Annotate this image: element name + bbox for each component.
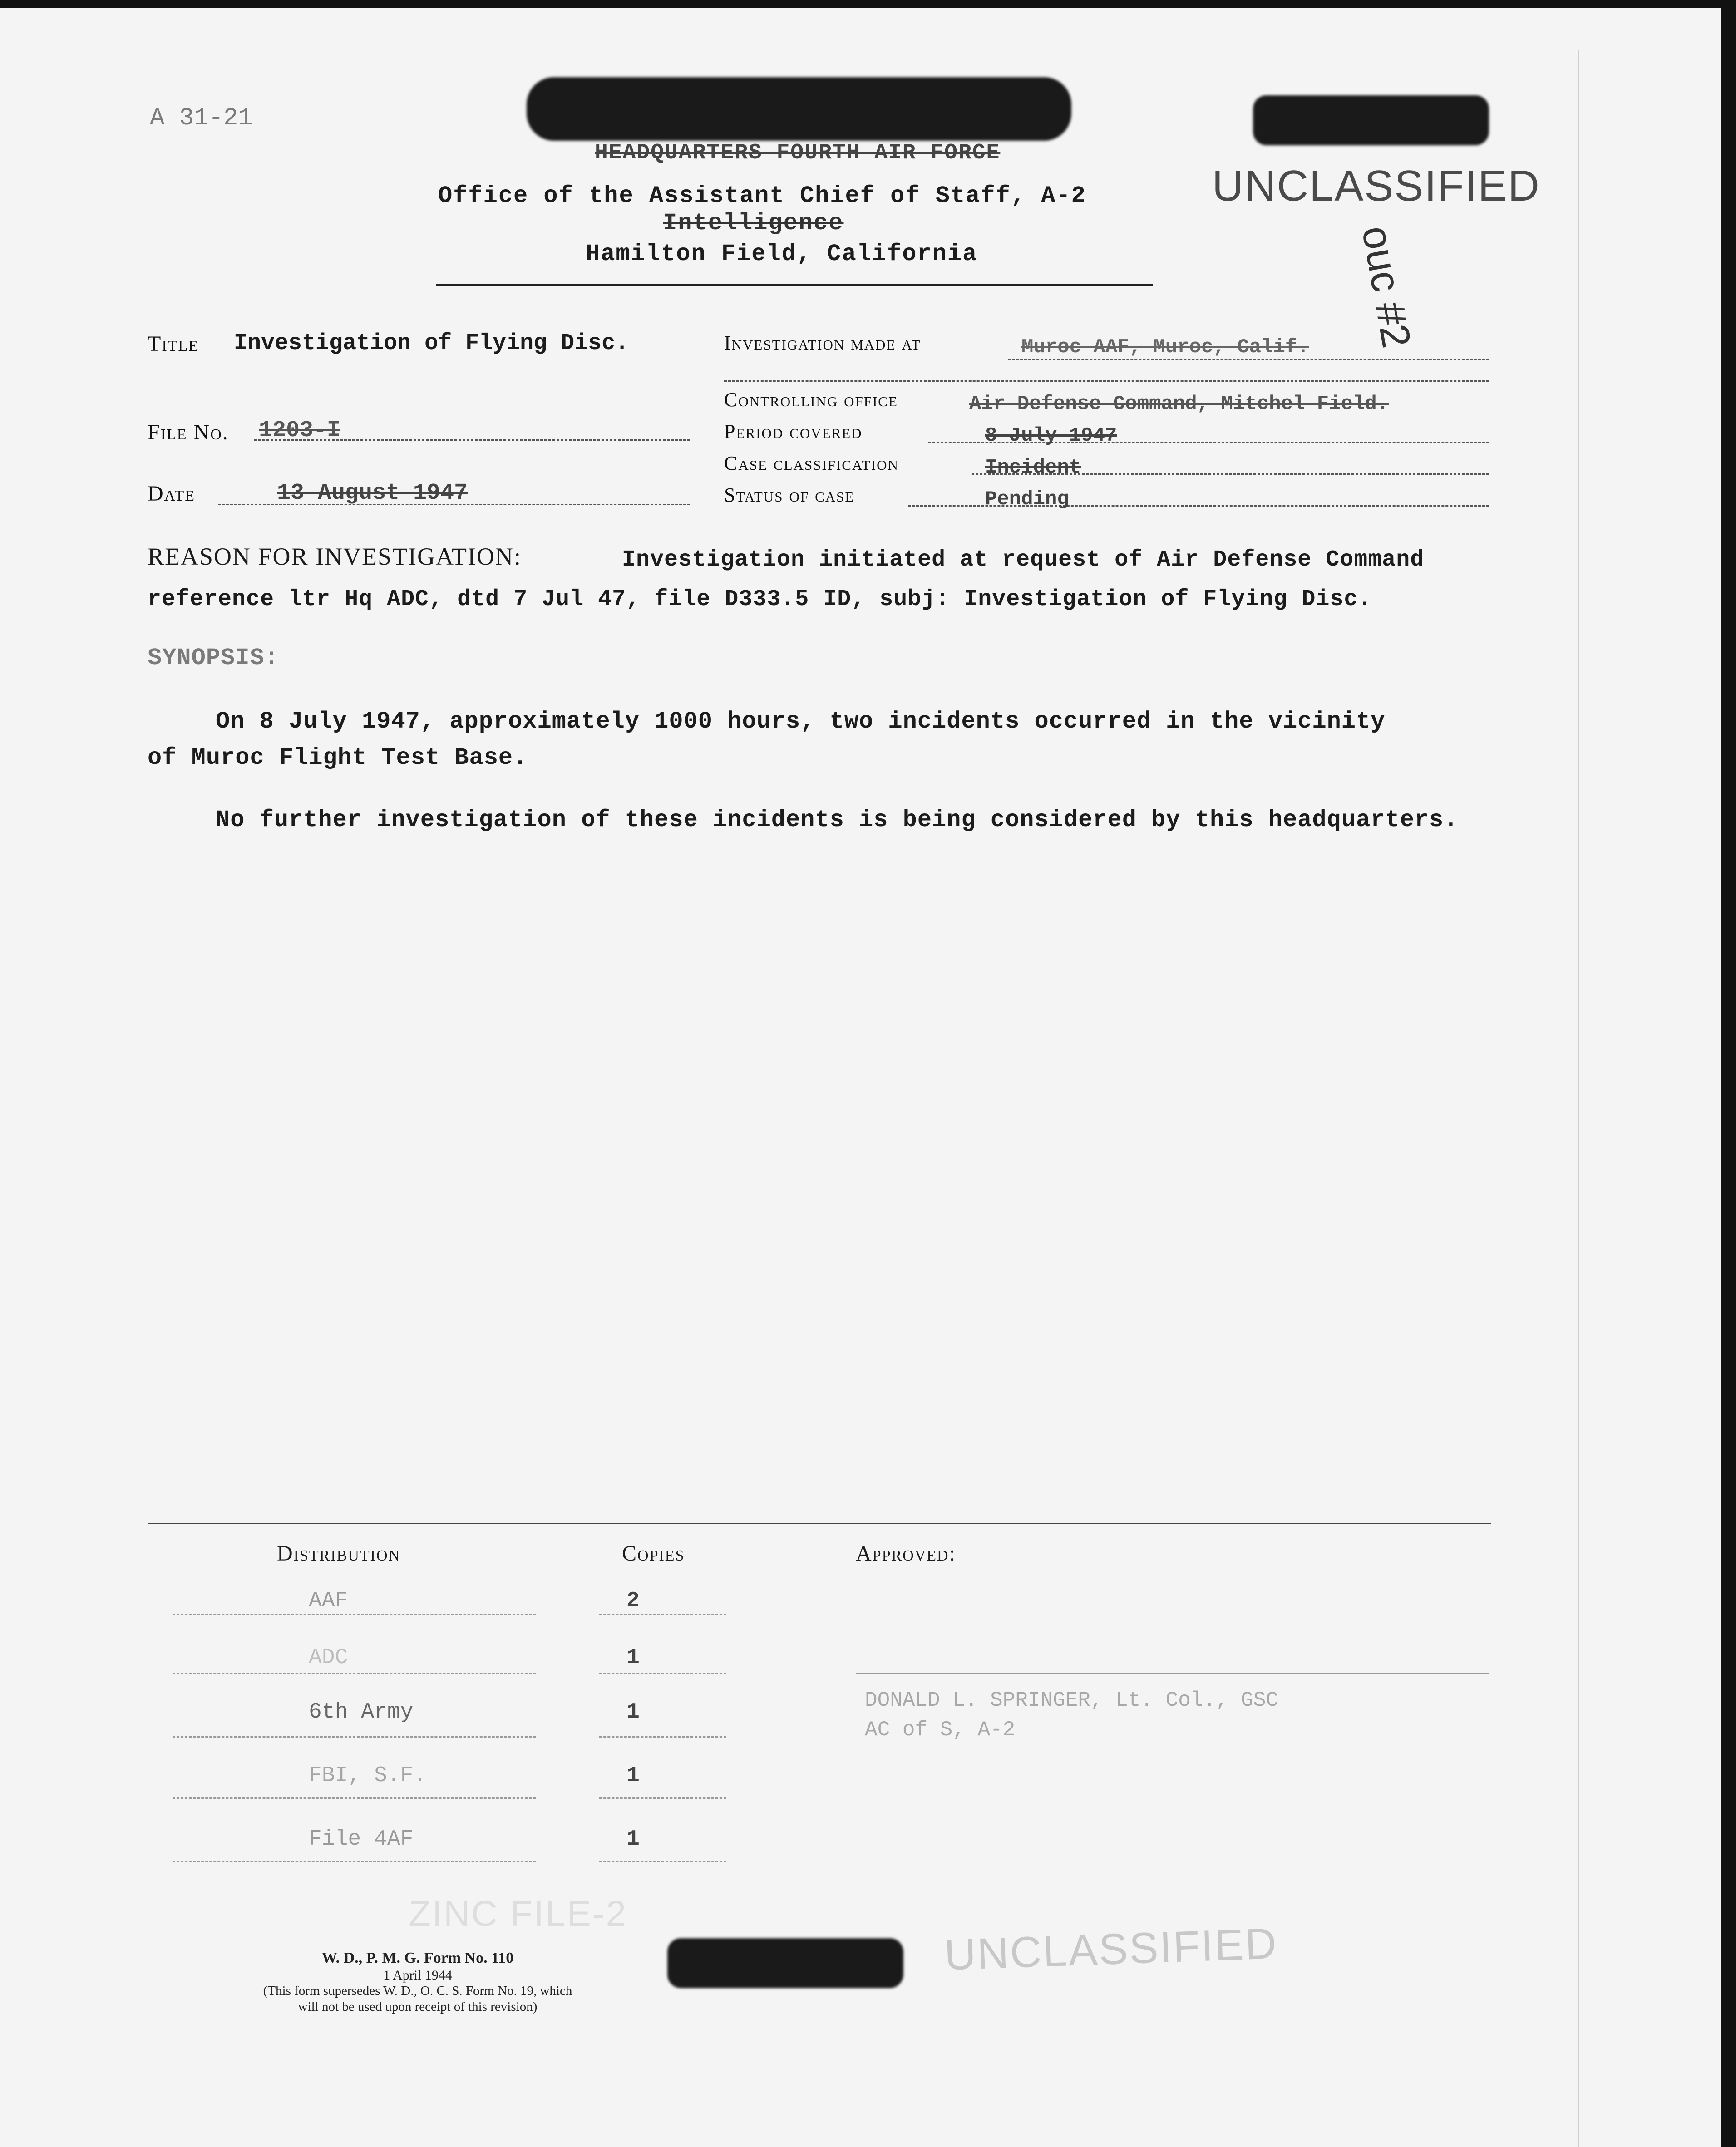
file-stamp: ZINC FILE-2 [409, 1893, 627, 1934]
header-headquarters: HEADQUARTERS FOURTH AIR FORCE [595, 141, 1001, 165]
controlling-value: Air Defense Command, Mitchel Field. [969, 393, 1389, 415]
row-line [173, 1614, 536, 1615]
status-label: Status of case [724, 484, 855, 506]
period-label: Period covered [724, 420, 863, 443]
approved-header: Approved: [856, 1541, 956, 1566]
distribution-rule [148, 1523, 1491, 1524]
reason-line-2: reference ltr Hq ADC, dtd 7 Jul 47, file D333.5 ID, subj: Investigation of Flying Disc. [148, 586, 1372, 612]
header-office: Office of the Assistant Chief of Staff, A-2 [438, 182, 1086, 209]
copies-header: Copies [622, 1541, 685, 1566]
distribution-name: AAF [309, 1589, 348, 1613]
investigation-label: Investigation made at [724, 332, 921, 354]
row-line [173, 1736, 536, 1738]
unclassified-stamp-bottom: UNCLASSIFIED [943, 1919, 1279, 1980]
synopsis-para1-line1: On 8 July 1947, approximately 1000 hours, two incidents occurred in the vicinity [216, 708, 1386, 735]
reason-line-1: Investigation initiated at request of Air Defense Command [622, 547, 1425, 573]
title-label: Title [148, 332, 199, 356]
row-line [599, 1797, 726, 1799]
row-line [599, 1614, 726, 1615]
distribution-copies: 2 [626, 1589, 640, 1613]
handwritten-mark: ouc #2 [1353, 222, 1419, 351]
header-intelligence: Intelligence [663, 210, 844, 236]
row-line [599, 1673, 726, 1674]
scan-border-top [0, 0, 1736, 8]
file-label: File No. [148, 420, 229, 444]
distribution-name: 6th Army [309, 1700, 414, 1724]
synopsis-para2: No further investigation of these incidents is being considered by this headquarters. [216, 807, 1459, 833]
title-value: Investigation of Flying Disc. [234, 330, 629, 356]
form-date: 1 April 1944 [383, 1968, 452, 1983]
page-edge [1578, 50, 1579, 2147]
distribution-copies: 1 [626, 1763, 640, 1788]
investigation-value: Muroc AAF, Muroc, Calif. [1021, 336, 1309, 359]
redaction-top-right [1253, 95, 1489, 145]
form-supersedes-1: (This form supersedes W. D., O. C. S. Form No. 19, which [263, 1984, 572, 1998]
classification-label: Case classification [724, 452, 899, 474]
row-line [173, 1797, 536, 1799]
header-rule [436, 284, 1153, 286]
status-value: Pending [985, 488, 1069, 511]
investigation-line-2 [724, 380, 1489, 382]
row-line [173, 1673, 536, 1674]
distribution-copies: 1 [626, 1700, 640, 1724]
distribution-name: File 4AF [309, 1827, 414, 1852]
date-label: Date [148, 482, 195, 506]
corner-mark: A 31-21 [150, 104, 253, 132]
date-value: 13 August 1947 [277, 480, 468, 506]
signature-line [856, 1673, 1489, 1674]
distribution-copies: 1 [626, 1827, 640, 1852]
controlling-label: Controlling office [724, 389, 898, 411]
unclassified-stamp-top: UNCLASSIFIED [1212, 162, 1540, 210]
form-supersedes-2: will not be used upon receipt of this revision) [298, 1999, 538, 2014]
form-number: W. D., P. M. G. Form No. 110 [321, 1950, 514, 1966]
reason-label: REASON FOR INVESTIGATION: [148, 543, 522, 570]
row-line [599, 1736, 726, 1738]
header-location: Hamilton Field, California [586, 241, 978, 267]
redaction-top [527, 77, 1071, 141]
investigation-line [1008, 359, 1489, 360]
file-value: 1203-I [259, 418, 341, 443]
distribution-header: Distribution [277, 1541, 401, 1566]
distribution-name: FBI, S.F. [309, 1763, 427, 1788]
synopsis-label: SYNOPSIS: [148, 645, 279, 671]
distribution-copies: 1 [626, 1645, 640, 1670]
redaction-bottom [667, 1938, 903, 1988]
classification-value: Incident [985, 456, 1081, 479]
distribution-name: ADC [309, 1645, 348, 1670]
row-line [173, 1861, 536, 1862]
period-value: 8 July 1947 [985, 424, 1117, 447]
signer-name: DONALD L. SPRINGER, Lt. Col., GSC [865, 1689, 1278, 1712]
synopsis-para1-line2: of Muroc Flight Test Base. [148, 744, 528, 771]
signer-title: AC of S, A-2 [865, 1718, 1016, 1742]
row-line [599, 1861, 726, 1862]
scan-border-right [1721, 0, 1736, 2147]
